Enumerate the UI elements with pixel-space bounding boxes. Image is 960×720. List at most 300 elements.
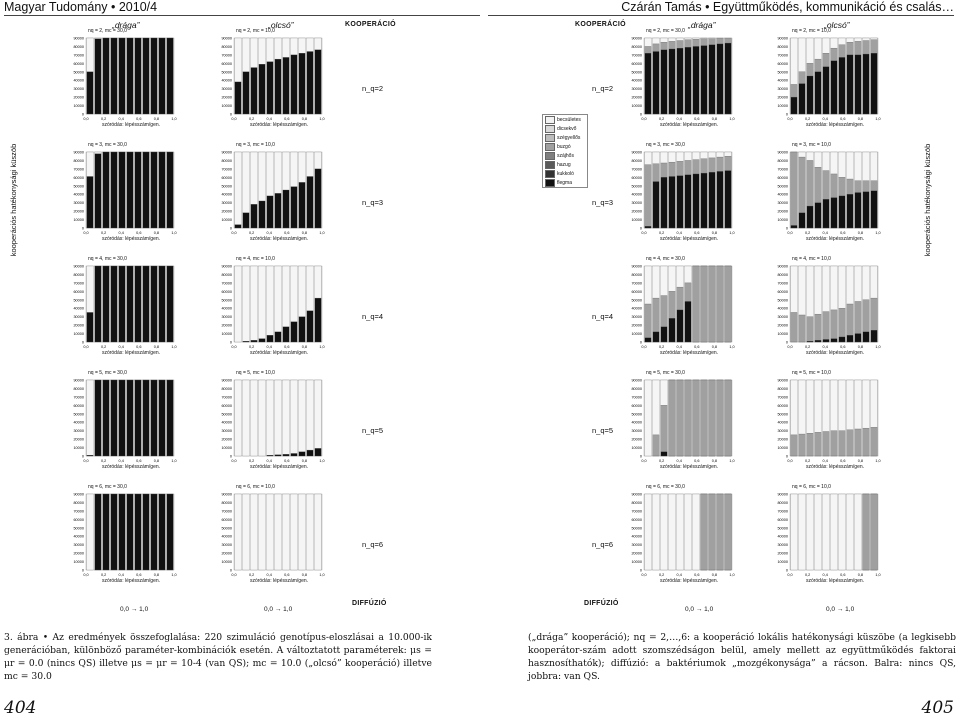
x-tick-label: 0,8 xyxy=(301,117,308,121)
y-tick-label: 20000 xyxy=(777,437,788,442)
x-axis-label: szóródás: lépésszám/gen. xyxy=(659,122,719,128)
y-tick-label: 50000 xyxy=(221,184,232,189)
x-tick-label: 0,4 xyxy=(266,345,272,349)
y-tick-label: 50000 xyxy=(73,70,84,75)
bar xyxy=(151,380,157,456)
bar xyxy=(111,152,117,228)
y-tick-label: 60000 xyxy=(777,175,788,180)
label-diffusion-left: DIFFÚZIÓ xyxy=(352,600,387,607)
chart-title: nq = 6, mc = 10,0 xyxy=(236,484,275,490)
y-tick-label: 60000 xyxy=(73,289,84,294)
nq-label: n_q=4 xyxy=(592,312,614,321)
x-tick-label: 0,4 xyxy=(822,459,828,463)
bar-segment-top xyxy=(275,266,281,342)
bar xyxy=(791,312,797,342)
nq-label: n_q=6 xyxy=(592,540,614,549)
chart-right-costly-nq4 xyxy=(614,256,735,370)
y-tick-label: 50000 xyxy=(777,298,788,303)
bar xyxy=(709,266,715,342)
bar xyxy=(645,304,651,342)
chart-title: nq = 3, mc = 10,0 xyxy=(236,142,275,148)
x-axis-label: szóródás: lépésszám/gen. xyxy=(805,578,865,584)
bar xyxy=(791,435,797,456)
y-tick-label: 0 xyxy=(81,226,84,231)
y-tick-label: 0 xyxy=(81,568,84,573)
bar xyxy=(685,175,691,228)
bar xyxy=(855,193,861,228)
x-tick-label: 0,0 xyxy=(231,345,237,349)
chart-left-cheap-nq2 xyxy=(204,28,325,142)
y-tick-label: 20000 xyxy=(631,95,642,100)
y-tick-label: 10000 xyxy=(73,218,84,223)
x-tick-label: 0,6 xyxy=(840,573,846,577)
y-tick-label: 90000 xyxy=(777,264,788,269)
chart-title: nq = 5, mc = 30,0 xyxy=(88,370,127,376)
bar xyxy=(677,380,683,456)
x-tick-label: 0,2 xyxy=(100,231,107,235)
y-tick-label: 10000 xyxy=(777,332,788,337)
chart-right-costly-nq2 xyxy=(614,28,735,142)
bar xyxy=(839,57,845,114)
bar-segment-top xyxy=(299,380,305,456)
x-tick-label: 0,4 xyxy=(266,231,272,235)
y-tick-label: 80000 xyxy=(777,158,788,163)
chart-title: nq = 2, mc = 10,0 xyxy=(236,28,275,34)
heading-left-costly: „drága” xyxy=(112,20,140,30)
bar-segment-top xyxy=(235,494,241,570)
heading-left-cheap: „olcsó” xyxy=(268,20,294,30)
label-diffusion-right: DIFFÚZIÓ xyxy=(584,600,619,607)
bar xyxy=(725,171,731,228)
bar xyxy=(645,165,651,228)
x-tick-label: 0,6 xyxy=(284,459,290,463)
x-tick-label: 0,0 xyxy=(231,231,237,235)
bar xyxy=(87,312,93,342)
bar xyxy=(685,47,691,114)
bar xyxy=(799,315,805,342)
chart-title: nq = 6, mc = 30,0 xyxy=(88,484,127,490)
y-tick-label: 30000 xyxy=(631,429,642,434)
y-tick-label: 40000 xyxy=(73,420,84,425)
chart-title: nq = 4, mc = 10,0 xyxy=(236,256,275,262)
bar xyxy=(235,82,241,114)
bar xyxy=(855,55,861,114)
bar xyxy=(283,454,289,456)
nq-label: n_q=3 xyxy=(362,198,384,207)
y-tick-label: 10000 xyxy=(777,446,788,451)
x-tick-label: 0,2 xyxy=(804,231,811,235)
y-tick-label: 60000 xyxy=(221,517,232,522)
y-tick-label: 60000 xyxy=(221,175,232,180)
bar xyxy=(283,190,289,228)
chart-title: nq = 4, mc = 30,0 xyxy=(88,256,127,262)
bar xyxy=(693,266,699,342)
bar-segment-top xyxy=(645,380,651,456)
x-tick-label: 0,2 xyxy=(248,573,255,577)
bar xyxy=(847,430,853,456)
y-tick-label: 70000 xyxy=(777,167,788,172)
x-tick-label: 0,0 xyxy=(83,117,89,121)
bar xyxy=(815,314,821,342)
y-tick-label: 40000 xyxy=(221,420,232,425)
y-tick-label: 10000 xyxy=(631,560,642,565)
bar xyxy=(167,494,173,570)
chart-title: nq = 4, mc = 10,0 xyxy=(792,256,831,262)
bar xyxy=(151,266,157,342)
x-tick-label: 1,0 xyxy=(319,117,325,121)
y-tick-label: 40000 xyxy=(221,192,232,197)
bar xyxy=(807,317,813,342)
bar-segment-top xyxy=(87,380,93,456)
y-tick-label: 70000 xyxy=(777,395,788,400)
bar-segment-top xyxy=(307,380,313,456)
y-tick-label: 0 xyxy=(785,226,788,231)
bar xyxy=(119,494,125,570)
y-tick-label: 0 xyxy=(81,112,84,117)
y-tick-label: 0 xyxy=(229,568,232,573)
x-tick-label: 0,0 xyxy=(787,459,793,463)
bar xyxy=(111,38,117,114)
x-axis-label: szóródás: lépésszám/gen. xyxy=(659,578,719,584)
y-tick-label: 40000 xyxy=(73,534,84,539)
x-tick-label: 0,2 xyxy=(658,117,665,121)
bar xyxy=(119,38,125,114)
x-axis-label: szóródás: lépésszám/gen. xyxy=(805,122,865,128)
bar xyxy=(135,38,141,114)
bar-segment-top xyxy=(315,494,321,570)
y-tick-label: 70000 xyxy=(221,509,232,514)
bar xyxy=(111,494,117,570)
bar xyxy=(243,72,249,114)
bar xyxy=(669,49,675,114)
bar xyxy=(645,226,651,228)
y-tick-label: 80000 xyxy=(73,158,84,163)
bar xyxy=(725,380,731,456)
bar xyxy=(267,455,273,456)
bar xyxy=(717,380,723,456)
y-tick-label: 30000 xyxy=(221,429,232,434)
bar xyxy=(823,432,829,456)
bar xyxy=(871,191,877,228)
y-tick-label: 80000 xyxy=(221,44,232,49)
chart-title: nq = 2, mc = 30,0 xyxy=(646,28,685,34)
heading-right-costly: „drága” xyxy=(688,20,716,30)
legend-item xyxy=(543,169,587,178)
x-tick-label: 1,0 xyxy=(729,459,735,463)
y-tick-label: 30000 xyxy=(777,543,788,548)
bar-segment-top xyxy=(235,266,241,342)
chart-right-costly-nq5 xyxy=(614,370,735,484)
y-tick-label: 30000 xyxy=(221,543,232,548)
y-tick-label: 30000 xyxy=(631,201,642,206)
x-axis-label: szóródás: lépésszám/gen. xyxy=(659,464,719,470)
bar xyxy=(111,380,117,456)
y-tick-label: 50000 xyxy=(73,298,84,303)
bar-segment-top xyxy=(315,380,321,456)
bar xyxy=(159,38,165,114)
y-tick-label: 30000 xyxy=(631,87,642,92)
bar-segment-top xyxy=(251,380,257,456)
y-tick-label: 50000 xyxy=(73,184,84,189)
chart-right-cheap-nq6 xyxy=(760,484,881,598)
legend-swatch xyxy=(545,143,555,151)
y-tick-label: 70000 xyxy=(631,167,642,172)
y-tick-label: 60000 xyxy=(73,517,84,522)
x-tick-label: 0,6 xyxy=(136,231,142,235)
y-tick-label: 20000 xyxy=(221,437,232,442)
x-tick-label: 0,0 xyxy=(231,117,237,121)
bar xyxy=(95,154,101,228)
bar xyxy=(645,53,651,114)
x-tick-label: 1,0 xyxy=(875,345,881,349)
x-tick-label: 0,6 xyxy=(840,117,846,121)
bar xyxy=(685,380,691,456)
bar-segment-top xyxy=(291,494,297,570)
chart-left-costly-nq3 xyxy=(56,142,177,256)
x-tick-label: 0,2 xyxy=(248,345,255,349)
y-tick-label: 40000 xyxy=(631,78,642,83)
y-tick-label: 90000 xyxy=(631,36,642,41)
y-tick-label: 30000 xyxy=(73,201,84,206)
x-tick-label: 1,0 xyxy=(729,573,735,577)
y-tick-label: 80000 xyxy=(777,44,788,49)
nq-label: n_q=6 xyxy=(362,540,384,549)
y-tick-label: 10000 xyxy=(221,104,232,109)
bar xyxy=(251,204,257,228)
y-tick-label: 60000 xyxy=(777,61,788,66)
y-tick-label: 40000 xyxy=(221,78,232,83)
y-tick-label: 50000 xyxy=(73,526,84,531)
bar xyxy=(791,225,797,228)
x-tick-label: 0,2 xyxy=(658,459,665,463)
y-tick-label: 20000 xyxy=(73,323,84,328)
bar-segment-top xyxy=(661,494,667,570)
chart-title: nq = 2, mc = 10,0 xyxy=(792,28,831,34)
bar xyxy=(143,266,149,342)
bar xyxy=(653,332,659,342)
chart-title: nq = 6, mc = 10,0 xyxy=(792,484,831,490)
chart-left-cheap-nq4 xyxy=(204,256,325,370)
chart-title: nq = 5, mc = 30,0 xyxy=(646,370,685,376)
bar xyxy=(871,427,877,456)
bar-segment-top xyxy=(831,494,837,570)
y-tick-label: 80000 xyxy=(631,44,642,49)
bar xyxy=(283,57,289,114)
bar xyxy=(815,432,821,456)
bar-segment-top xyxy=(283,380,289,456)
bar xyxy=(871,330,877,342)
bar-segment-top xyxy=(839,494,845,570)
chart-left-cheap-nq5 xyxy=(204,370,325,484)
y-tick-label: 40000 xyxy=(777,306,788,311)
bar xyxy=(119,266,125,342)
legend-item xyxy=(543,142,587,151)
y-tick-label: 10000 xyxy=(73,446,84,451)
bar xyxy=(653,435,659,456)
x-axis-label: szóródás: lépésszám/gen. xyxy=(659,236,719,242)
y-tick-label: 30000 xyxy=(777,315,788,320)
bar xyxy=(823,67,829,114)
x-tick-label: 0,0 xyxy=(787,573,793,577)
x-tick-label: 0,8 xyxy=(153,117,160,121)
chart-title: nq = 3, mc = 10,0 xyxy=(792,142,831,148)
bar xyxy=(831,61,837,114)
y-tick-label: 20000 xyxy=(631,551,642,556)
bar-segment-top xyxy=(685,494,691,570)
x-tick-label: 1,0 xyxy=(729,231,735,235)
x-tick-label: 0,2 xyxy=(100,459,107,463)
bar xyxy=(855,429,861,456)
y-tick-label: 40000 xyxy=(73,78,84,83)
bar xyxy=(799,213,805,228)
x-tick-label: 1,0 xyxy=(875,459,881,463)
bar-segment-top xyxy=(653,494,659,570)
bar xyxy=(167,266,173,342)
x-tick-label: 0,0 xyxy=(83,459,89,463)
bar xyxy=(159,380,165,456)
bar xyxy=(709,494,715,570)
bar xyxy=(87,455,93,456)
x-tick-label: 0,0 xyxy=(231,459,237,463)
bar xyxy=(693,380,699,456)
x-tick-label: 0,4 xyxy=(118,117,124,121)
y-tick-label: 0 xyxy=(785,568,788,573)
y-tick-label: 60000 xyxy=(221,61,232,66)
x-tick-label: 0,8 xyxy=(153,345,160,349)
chart-right-cheap-nq4 xyxy=(760,256,881,370)
bar xyxy=(291,322,297,342)
bar xyxy=(307,52,313,114)
bar xyxy=(235,225,241,228)
bar xyxy=(725,43,731,114)
x-axis-label: szóródás: lépésszám/gen. xyxy=(659,350,719,356)
y-tick-label: 0 xyxy=(639,112,642,117)
bar xyxy=(103,266,109,342)
bar xyxy=(725,266,731,342)
y-tick-label: 90000 xyxy=(777,36,788,41)
x-axis-label: szóródás: lépésszám/gen. xyxy=(805,236,865,242)
label-cooperation-right: KOOPERÁCIÓ xyxy=(575,21,626,28)
bar xyxy=(103,152,109,228)
y-tick-label: 0 xyxy=(81,340,84,345)
bar xyxy=(791,97,797,114)
bar-segment-top xyxy=(267,494,273,570)
y-tick-label: 90000 xyxy=(221,150,232,155)
y-tick-label: 80000 xyxy=(631,272,642,277)
y-tick-label: 70000 xyxy=(73,509,84,514)
x-tick-label: 0,6 xyxy=(136,345,142,349)
y-tick-label: 60000 xyxy=(221,403,232,408)
x-tick-label: 0,2 xyxy=(804,117,811,121)
x-tick-label: 0,6 xyxy=(136,573,142,577)
y-tick-label: 50000 xyxy=(73,412,84,417)
y-tick-label: 0 xyxy=(639,454,642,459)
y-tick-label: 70000 xyxy=(221,395,232,400)
y-tick-label: 10000 xyxy=(777,560,788,565)
y-tick-label: 0 xyxy=(229,226,232,231)
y-tick-label: 60000 xyxy=(777,403,788,408)
y-tick-label: 50000 xyxy=(631,70,642,75)
bar-segment-top xyxy=(815,494,821,570)
y-tick-label: 50000 xyxy=(631,184,642,189)
y-tick-label: 70000 xyxy=(777,281,788,286)
bar xyxy=(815,203,821,228)
y-tick-label: 60000 xyxy=(777,517,788,522)
x-tick-label: 0,8 xyxy=(857,459,864,463)
bar xyxy=(831,198,837,228)
y-tick-label: 70000 xyxy=(631,395,642,400)
y-tick-label: 40000 xyxy=(221,534,232,539)
bar xyxy=(661,327,667,342)
running-header-right: Czárán Tamás • Együttműködés, kommunikáció és csalás… xyxy=(621,0,954,14)
x-tick-label: 0,6 xyxy=(284,573,290,577)
x-tick-label: 0,2 xyxy=(100,117,107,121)
x-tick-label: 0,4 xyxy=(266,117,272,121)
x-tick-label: 0,8 xyxy=(153,573,160,577)
y-tick-label: 0 xyxy=(229,112,232,117)
y-tick-label: 90000 xyxy=(73,36,84,41)
x-tick-label: 0,2 xyxy=(100,345,107,349)
y-tick-label: 0 xyxy=(81,454,84,459)
x-tick-label: 0,8 xyxy=(301,231,308,235)
bar xyxy=(847,55,853,114)
bar xyxy=(267,62,273,114)
y-tick-label: 90000 xyxy=(631,264,642,269)
x-axis-label: szóródás: lépésszám/gen. xyxy=(249,122,309,128)
chart-title: nq = 4, mc = 30,0 xyxy=(646,256,685,262)
chart-right-costly-nq3 xyxy=(614,142,735,256)
bar-segment-top xyxy=(235,380,241,456)
x-tick-label: 0,2 xyxy=(248,231,255,235)
y-tick-label: 60000 xyxy=(631,175,642,180)
y-tick-label: 90000 xyxy=(631,492,642,497)
bar xyxy=(259,339,265,342)
chart-right-cheap-nq3 xyxy=(760,142,881,256)
bar xyxy=(701,46,707,114)
y-tick-label: 80000 xyxy=(631,386,642,391)
chart-right-cheap-nq2 xyxy=(760,28,881,142)
bar xyxy=(823,339,829,342)
legend-swatch xyxy=(545,152,555,160)
x-tick-label: 0,2 xyxy=(804,573,811,577)
bar-segment-top xyxy=(243,380,249,456)
bar xyxy=(259,64,265,114)
y-tick-label: 20000 xyxy=(221,95,232,100)
y-tick-label: 80000 xyxy=(631,500,642,505)
bar xyxy=(87,176,93,228)
x-tick-label: 0,4 xyxy=(822,345,828,349)
bar xyxy=(701,380,707,456)
chart-left-cheap-nq3 xyxy=(204,142,325,256)
bar xyxy=(677,176,683,228)
bar xyxy=(283,327,289,342)
x-tick-label: 0,6 xyxy=(284,117,290,121)
x-tick-label: 0,6 xyxy=(136,117,142,121)
x-tick-label: 1,0 xyxy=(171,573,177,577)
legend-swatch xyxy=(545,161,555,169)
y-tick-label: 20000 xyxy=(631,209,642,214)
x-tick-label: 1,0 xyxy=(729,117,735,121)
bar xyxy=(111,266,117,342)
bar xyxy=(847,194,853,228)
legend-swatch xyxy=(545,134,555,142)
bar xyxy=(799,434,805,456)
x-tick-label: 0,8 xyxy=(711,345,718,349)
bar xyxy=(863,428,869,456)
y-tick-label: 50000 xyxy=(631,412,642,417)
chart-title: nq = 6, mc = 30,0 xyxy=(646,484,685,490)
bar xyxy=(725,494,731,570)
